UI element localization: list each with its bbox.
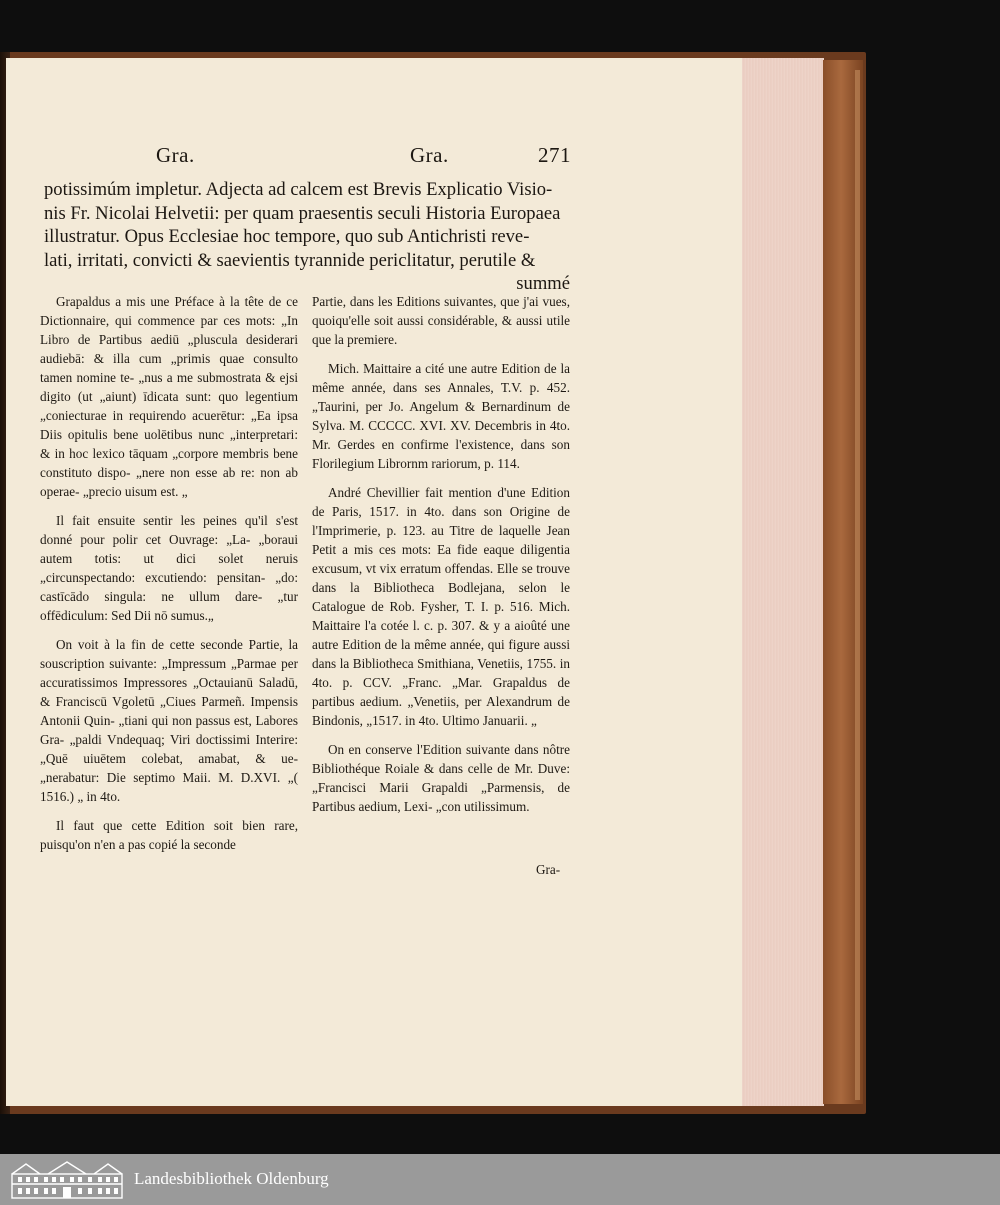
lead-line: potissimúm impletur. Adjecta ad calcem est Brevis Explicatio Visio- [44,179,553,200]
paragraph: Partie, dans les Editions suivantes, que j'ai vues, quoiqu'elle soit aussi considérable, & aussi utile que la premiere. [312,294,570,347]
page-number: 271 [538,143,571,167]
right-column [312,292,570,826]
paragraph: Il fait ensuite sentir les peines qu'il s'est donné pour polir cet Ouvrage: „La- „boraui autem totis: ut dici solet neruis „circunspectando: excutiendo: pensitan- „do: castīcādo singula: ne ullum dare- „tur offēdiculum: Sed Dii nō sumus.„ [40,513,298,623]
library-name: Landesbibliothek Oldenburg [134,1169,329,1188]
paragraph: Il faut que cette Edition soit bien rare, puisqu'on n'en a pas copié la seconde [40,818,298,852]
paragraph: On en conserve l'Edition suivante dans nôtre Bibliothéque Roiale & dans celle de Mr. Duve: „Francisci Marii Grapaldi „Parmensis, de Partibus aedium, Lexi- „con utilissimum. [312,742,570,814]
running-head-center: Gra. [410,143,449,167]
paragraph: Mich. Maittaire a cité une autre Edition de la même année, dans ses Annales, T.V. p. 452. „Taurini, per Jo. Angelum & Bernardinum de Sylva. M. CCCCC. XVI. XV. Decembris in 4to. Mr. Gerdes en confirme l'existence, dans son Florilegium Librornm rariorum, p. 114. [312,361,570,471]
library-building-logo [8,1160,126,1200]
running-head-left: Gra. [156,143,195,167]
lead-line: nis Fr. Nicolai Helvetii: per quam praesentis seculi Historia Europaea [44,202,561,224]
paragraph: André Chevillier fait mention d'une Edition de Paris, 1517. in 4to. dans son Origine de l'Imprimerie, p. 123. au Titre de laquelle Jean Petit a mis ces mots: Ea fide eaque diligentia excusum, vt vix erratum offendas. Elle se trouve dans la Bibliotheca Bodlejana, selon le Catalogue de Rob. Fysher, T. I. p. 516. Mich. Maittaire l'a cotée l. c. p. 307. & y a aioûté une autre Edition de la même année, qui figure aussi dans la Bibliotheca Smithiana, Venetiis, 1755. in 4to. p. CCV. „Franc. „Mar. Grapaldus de partibus aedium. „Venetiis, per Alexandrum de Bindonis, „1517. in 4to. Ultimo Januarii. „ [312,485,570,728]
footer-bar [0,1154,1000,1205]
left-column [40,292,298,864]
catchword: Gra- [536,862,561,877]
cover-board-edge [855,70,860,1100]
lead-paragraph [44,178,570,296]
paragraph: Grapaldus a mis une Préface à la tête de ce Dictionnaire, qui commence par ces mots: „In Libro de Partibus aediū „pluscula desiderari audiebā: & illa cum „primis quae consulto tamen nomine te- „nus a me submostrata & ejsi digito (ut „aiunt) īdicata sunt: quo legentium „coniecturae in requirendo acuerētur: „Ea ipsa Diis opitulis bene uolētibus nunc „interpretari: & in hoc lexico tāquam „corpore membris bene constituto dispo- „nere non esse ab re: non ab operae- „precio uisum est. „ [40,294,298,499]
page-block-edges [740,58,824,1106]
lead-line: illustratur. Opus Ecclesiae hoc tempore, quo sub Antichristi reve- [44,226,530,247]
lead-line: lati, irritati, convicti & saevientis tyrannide periclitatur, perutile & [44,249,536,271]
paragraph: On voit à la fin de cette seconde Partie, la souscription suivante: „Impressum „Parmae per accuratissimos Impressores „Octauianū Saladū, & Franciscū Vgoletū „Ciues Parmeñ. Impensis Antonii Quin- „tiani qui non passus est, Labores Gra- „paldi Vndequaq; Viri doctissimi Interire: „Quē uiuētem colebat, amabat, & ue- „nerabatur: Die septimo Maii. M. D.XVI. „( 1516.) „ in 4to. [40,637,298,804]
lead-line-last: summé [516,273,570,294]
